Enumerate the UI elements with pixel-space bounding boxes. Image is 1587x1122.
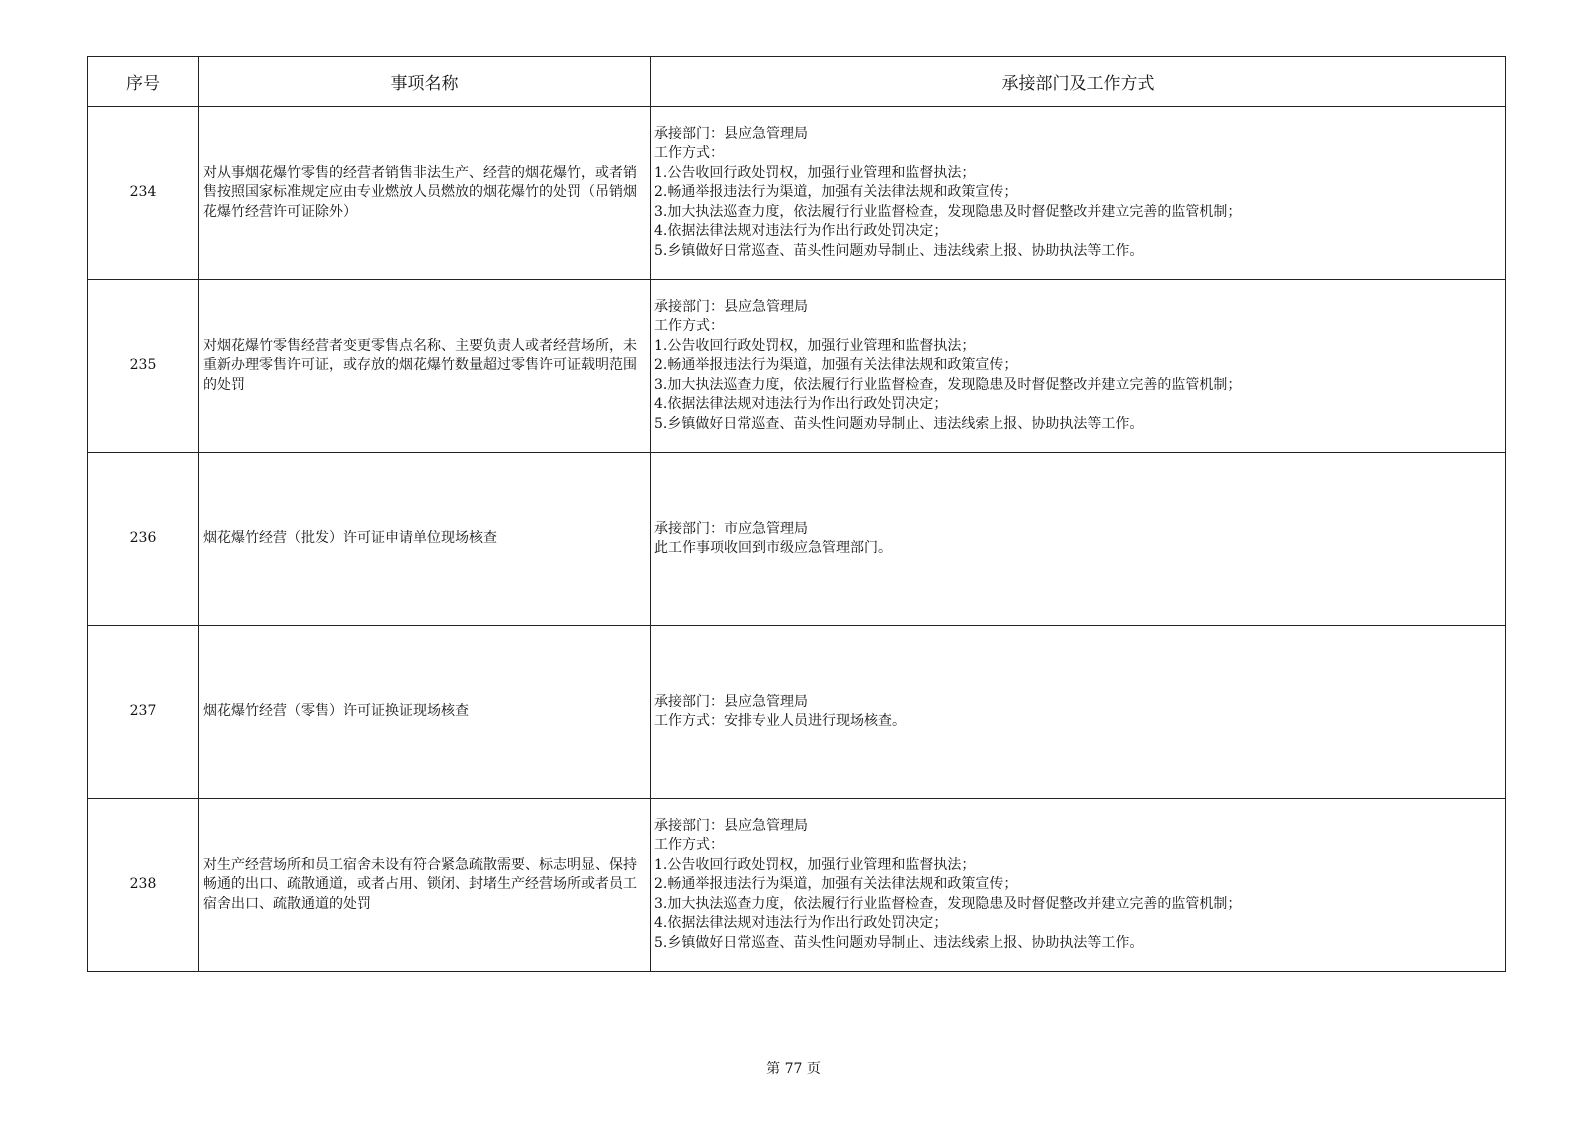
dept-line: 4.依据法律法规对违法行为作出行政处罚决定；	[654, 915, 948, 932]
row-department-method	[651, 280, 1506, 453]
dept-line: 承接部门：市应急管理局	[654, 520, 808, 537]
row-department-method	[651, 107, 1506, 280]
row-serial-number: 234	[88, 107, 199, 280]
dept-line: 1.公告收回行政处罚权，加强行业管理和监督执法；	[654, 164, 976, 181]
dept-line: 5.乡镇做好日常巡查、苗头性问题劝导制止、违法线索上报、协助执法等工作。	[654, 415, 1144, 432]
dept-line: 1.公告收回行政处罚权，加强行业管理和监督执法；	[654, 337, 976, 354]
dept-line: 4.依据法律法规对违法行为作出行政处罚决定；	[654, 223, 948, 240]
row-department-method	[651, 799, 1506, 972]
header-item-name: 事项名称	[199, 57, 651, 107]
dept-line: 工作方式：	[654, 837, 724, 854]
row-item-name: 对从事烟花爆竹零售的经营者销售非法生产、经营的烟花爆竹，或者销售按照国家标准规定应由专业燃放人员燃放的烟花爆竹的处罚（吊销烟花爆竹经营许可证除外）	[199, 107, 651, 280]
row-item-name: 对生产经营场所和员工宿舍未设有符合紧急疏散需要、标志明显、保持畅通的出口、疏散通道，或者占用、锁闭、封堵生产经营场所或者员工宿舍出口、疏散通道的处罚	[199, 799, 651, 972]
header-department-method: 承接部门及工作方式	[651, 57, 1506, 107]
dept-line: 1.公告收回行政处罚权，加强行业管理和监督执法；	[654, 856, 976, 873]
row-item-name: 烟花爆竹经营（批发）许可证申请单位现场核查	[199, 453, 651, 626]
dept-line: 工作方式：	[654, 318, 724, 335]
row-serial-number: 237	[88, 626, 199, 799]
dept-line: 2.畅通举报违法行为渠道，加强有关法律法规和政策宣传；	[654, 184, 1018, 201]
table-row	[88, 453, 1506, 626]
dept-line: 承接部门：县应急管理局	[654, 693, 808, 710]
row-item-name: 对烟花爆竹零售经营者变更零售点名称、主要负责人或者经营场所，未重新办理零售许可证，或存放的烟花爆竹数量超过零售许可证载明范围的处罚	[199, 280, 651, 453]
dept-line: 承接部门：县应急管理局	[654, 125, 808, 142]
dept-line: 3.加大执法巡查力度，依法履行行业监督检查，发现隐患及时督促整改并建立完善的监管机制；	[654, 895, 1242, 912]
row-serial-number: 235	[88, 280, 199, 453]
table-row	[88, 626, 1506, 799]
page-number: 第 77 页	[766, 1061, 821, 1077]
row-department-method	[651, 626, 1506, 799]
table-header-row	[88, 57, 1506, 107]
dept-line: 4.依据法律法规对违法行为作出行政处罚决定；	[654, 396, 948, 413]
header-serial-number: 序号	[88, 57, 199, 107]
table-row	[88, 280, 1506, 453]
dept-line: 2.畅通举报违法行为渠道，加强有关法律法规和政策宣传；	[654, 357, 1018, 374]
dept-line: 3.加大执法巡查力度，依法履行行业监督检查，发现隐患及时督促整改并建立完善的监管机制；	[654, 376, 1242, 393]
row-serial-number: 238	[88, 799, 199, 972]
dept-line: 承接部门：县应急管理局	[654, 298, 808, 315]
dept-line: 2.畅通举报违法行为渠道，加强有关法律法规和政策宣传；	[654, 876, 1018, 893]
table-row	[88, 107, 1506, 280]
dept-line: 工作方式：	[654, 145, 724, 162]
row-serial-number: 236	[88, 453, 199, 626]
dept-line: 5.乡镇做好日常巡查、苗头性问题劝导制止、违法线索上报、协助执法等工作。	[654, 242, 1144, 259]
dept-line: 此工作事项收回到市级应急管理部门。	[654, 540, 892, 556]
row-department-method	[651, 453, 1506, 626]
dept-line: 3.加大执法巡查力度，依法履行行业监督检查，发现隐患及时督促整改并建立完善的监管机制；	[654, 203, 1242, 220]
table-row	[88, 799, 1506, 972]
row-item-name: 烟花爆竹经营（零售）许可证换证现场核查	[199, 626, 651, 799]
items-table	[87, 56, 1506, 972]
dept-line: 工作方式：安排专业人员进行现场核查。	[654, 713, 906, 729]
dept-line: 5.乡镇做好日常巡查、苗头性问题劝导制止、违法线索上报、协助执法等工作。	[654, 934, 1144, 951]
dept-line: 承接部门：县应急管理局	[654, 817, 808, 834]
